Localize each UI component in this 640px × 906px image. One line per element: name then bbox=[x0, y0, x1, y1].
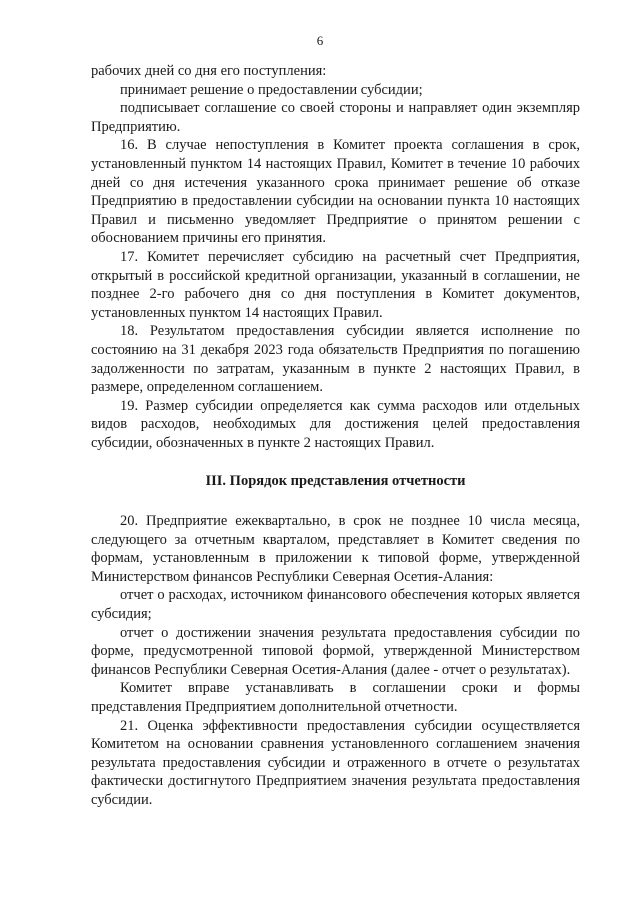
document-body bbox=[91, 62, 580, 810]
paragraph-clause-20: 20. Предприятие ежеквартально, в срок не позднее 10 числа месяца, следующего за отчетным кварталом, представляет в Комитет сведения по формам, установленным в приложении к типовой форме, утвержденной Министерством финансов Республики Северная Осетия-Алания: bbox=[91, 513, 580, 585]
paragraph-decision-item: принимает решение о предоставлении субсидии; bbox=[120, 81, 423, 98]
paragraph-clause-16: 16. В случае непоступления в Комитет проекта соглашения в срок, установленный пунктом 14 настоящих Правил, Комитет в течение 10 рабочих дней со дня истечения указанного срока принимает решение об отказе Предприятию в предоставлении субсидии на основании пункта 10 настоящих Правил и письменно уведомляет Предприятие о принятом решении с обоснованием причины его принятия. bbox=[91, 137, 580, 247]
paragraph-continuation: рабочих дней со дня его поступления: bbox=[91, 63, 327, 79]
section-heading: III. Порядок представления отчетности bbox=[205, 473, 466, 490]
paragraph-sign-item: подписывает соглашение со своей стороны и направляет один экземпляр Предприятию. bbox=[91, 100, 580, 135]
paragraph-additional-reporting: Комитет вправе устанавливать в соглашении сроки и формы представления Предприятием дополнительной отчетности. bbox=[91, 680, 580, 715]
paragraph-clause-17: 17. Комитет перечисляет субсидию на расчетный счет Предприятия, открытый в российской кредитной организации, указанный в соглашении, не позднее 2-го рабочего дня со дня поступления в Комитет документов, установленных пунктом 14 настоящих Правил. bbox=[91, 248, 580, 321]
paragraph-expense-report-item: отчет о расходах, источником финансового обеспечения которых является субсидия; bbox=[91, 587, 580, 623]
paragraph-clause-19: 19. Размер субсидии определяется как сумма расходов или отдельных видов расходов, необходимых для достижения целей предоставления субсидии, обозначенных в пункте 2 настоящих Правил. bbox=[91, 397, 580, 451]
page-number: 6 bbox=[316, 33, 324, 48]
paragraph-result-report-item: отчет о достижении значения результата предоставления субсидии по форме, предусмотренной типовой формой, утвержденной Министерством финансов Республики Северная Осетия-Алания (далее - отчет о результатах). bbox=[91, 624, 580, 678]
paragraph-clause-21: 21. Оценка эффективности предоставления субсидии осуществляется Комитетом на основании сравнения установленного соглашением значения результата предоставления субсидии и отраженного в отчете о результатах фактически достигнутого Предприятием значения результата предоставления субсидии. bbox=[91, 717, 580, 808]
paragraph-clause-18: 18. Результатом предоставления субсидии является исполнение по состоянию на 31 декабря 2023 года обязательств Предприятия по погашению задолженности по затратам, указанным в пункте 2 настоящих Правил, в размере, определенном соглашением. bbox=[91, 323, 580, 396]
